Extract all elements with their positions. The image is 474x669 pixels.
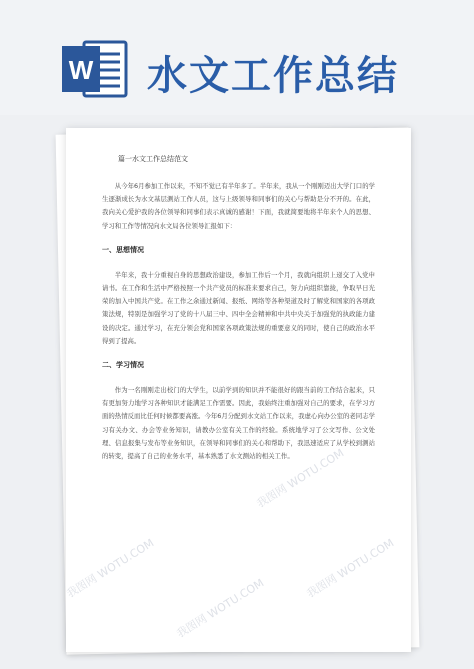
paragraph-thought: 半年来，我十分重视自身的思想政治建设，参加工作后一个月，我就向组织上递交了入党申请书。在工作和生活中严格按照一个共产党员的标准来要求自己，努力向组织靠拢，争取早日光荣的加入中国共产党。在工作之余通过新闻、报纸、网络等各种渠道及时了解党和国家的各项政策法规，特别是加强学习了党的十八届三中、四中全会精神和中共中央关于加强党的执政能力建设的决定。通过学习，在充分领会党和国家各项政策法规的重要意义的同时，使自己的政治水平得到了提高。 — [102, 270, 375, 345]
watermark: 我图网 WOTU.COM — [64, 536, 157, 601]
watermark: 我图网 WOTU.COM — [304, 536, 397, 601]
document-page — [66, 128, 411, 652]
header-banner — [0, 0, 474, 115]
paragraph-intro: 从今年6月参加工作以来，不知不觉已有半年多了。半年来，我从一个刚刚迈出大学门口的学生逐渐成长为水文基层测站工作人员，这与上级领导和同事们的关心与帮助是分不开的。在此，我向关心爱护我的各位领导和同事们表示真诚的感谢！下面，我就简要地将半年来个人的思想、学习和工作等情况向水文局各位领导汇报如下： — [102, 182, 375, 230]
document-heading: 篇一水文工作总结范文 — [118, 155, 188, 163]
word-document-icon — [62, 40, 128, 98]
watermark: 我图网 WOTU.COM — [174, 576, 267, 641]
page-title: 水文工作总结 — [147, 53, 399, 99]
section-title-thought: 一、思想情况 — [102, 245, 144, 254]
word-icon-letter: W — [68, 55, 94, 85]
section-title-study: 二、学习情况 — [102, 361, 144, 370]
watermark: 我图网 WOTU.COM — [254, 446, 347, 511]
paragraph-study: 作为一名刚刚走出校门的大学生，以前学到的知识并不能很好的跟当前的工作结合起来，只有更加努力地学习各种知识才能满足工作需要。因此，我始终注重加强对自己的要求，在学习方面的热情反而比任何时候都要高涨。今年6月分配到水文站工作以来，我虚心向办公室的老同志学习有关办文、办会等业务知识，请教办公室有关工作的经验。系统地学习了公文写作、公文处理、信息报集与发布等业务知识，在领导和同事们的关心和帮助下，我迅速适应了从学校到测站的转变，提高了自己的业务水平，基本熟悉了水文测站的相关工作。 — [102, 386, 375, 461]
